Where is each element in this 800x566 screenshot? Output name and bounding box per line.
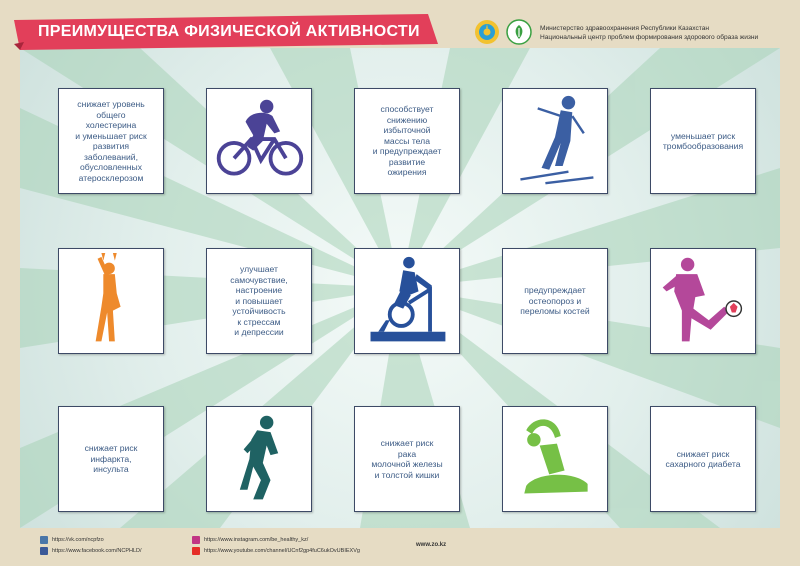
benefit-text: предупреждает остеопороз и переломы костей bbox=[520, 285, 590, 317]
benefit-card-mood bbox=[206, 248, 312, 354]
benefit-text: уменьшает риск тромбообразования bbox=[662, 130, 744, 151]
instagram-icon bbox=[192, 536, 200, 544]
benefit-text: снижает риск сахарного диабета bbox=[665, 448, 741, 469]
activity-card-figure-skating bbox=[58, 248, 164, 354]
activity-card-cycling bbox=[206, 88, 312, 194]
activity-card-skiing bbox=[502, 88, 608, 194]
header bbox=[0, 0, 800, 48]
activity-card-running bbox=[206, 406, 312, 512]
activity-card-football bbox=[650, 248, 756, 354]
benefit-text: снижает уровень общего холестерина и уменьшает риск развития заболеваний, обусловленных атеросклерозом bbox=[75, 99, 147, 183]
yoga-stretch-icon bbox=[507, 411, 603, 507]
runner-icon bbox=[211, 411, 307, 507]
benefit-card-heart-attack bbox=[58, 406, 164, 512]
benefit-text: способствует снижению избыточной массы тела и предупреждает развитие ожирения bbox=[372, 104, 442, 178]
activity-card-yoga bbox=[502, 406, 608, 512]
benefit-text: улучшает самочувствие, настроение и повышает устойчивость к стрессам и депрессии bbox=[230, 264, 288, 338]
youtube-link[interactable] bbox=[192, 547, 360, 555]
website-link[interactable]: www.zo.kz bbox=[416, 542, 447, 548]
benefit-card-diabetes bbox=[650, 406, 756, 512]
football-player-icon bbox=[655, 253, 751, 349]
youtube-url: https://www.youtube.com/channel/UCnf2gp4fuC6ukOvUBIEXVg bbox=[204, 548, 360, 554]
youtube-icon bbox=[192, 547, 200, 555]
cyclist-icon bbox=[211, 93, 307, 189]
ministry-line-1: Министерство здравоохранения Республики Казахстан bbox=[540, 25, 710, 32]
benefit-card-cholesterol bbox=[58, 88, 164, 194]
ministry-line-2: Национальный центр проблем формирования здорового образа жизни bbox=[540, 34, 759, 41]
benefit-card-thrombosis bbox=[650, 88, 756, 194]
footer bbox=[0, 528, 800, 566]
health-center-logo-icon bbox=[506, 19, 532, 45]
activity-card-exercise-bike bbox=[354, 248, 460, 354]
benefit-text: снижает риск рака молочной железы и толстой кишки bbox=[371, 438, 443, 480]
exercise-bike-icon bbox=[359, 253, 455, 349]
facebook-icon bbox=[40, 547, 48, 555]
vk-url: https://vk.com/ncpfzo bbox=[52, 537, 104, 543]
vk-link[interactable] bbox=[40, 536, 104, 544]
benefit-text: снижает риск инфаркта, инсульта bbox=[84, 443, 138, 475]
benefit-card-cancer bbox=[354, 406, 460, 512]
instagram-link[interactable] bbox=[192, 536, 308, 544]
benefit-card-weight bbox=[354, 88, 460, 194]
figure-skater-icon bbox=[63, 253, 159, 349]
page-title: ПРЕИМУЩЕСТВА ФИЗИЧЕСКОЙ АКТИВНОСТИ bbox=[38, 23, 420, 40]
vk-icon bbox=[40, 536, 48, 544]
benefit-card-osteoporosis bbox=[502, 248, 608, 354]
facebook-link[interactable] bbox=[40, 547, 142, 555]
ministry-block bbox=[540, 24, 790, 42]
kazakhstan-emblem-icon bbox=[474, 19, 500, 45]
skier-icon bbox=[507, 93, 603, 189]
instagram-url: https://www.instagram.com/be_healthy_kz/ bbox=[204, 537, 309, 543]
facebook-url: https://www.facebook.com/NCPHLD/ bbox=[52, 548, 142, 554]
